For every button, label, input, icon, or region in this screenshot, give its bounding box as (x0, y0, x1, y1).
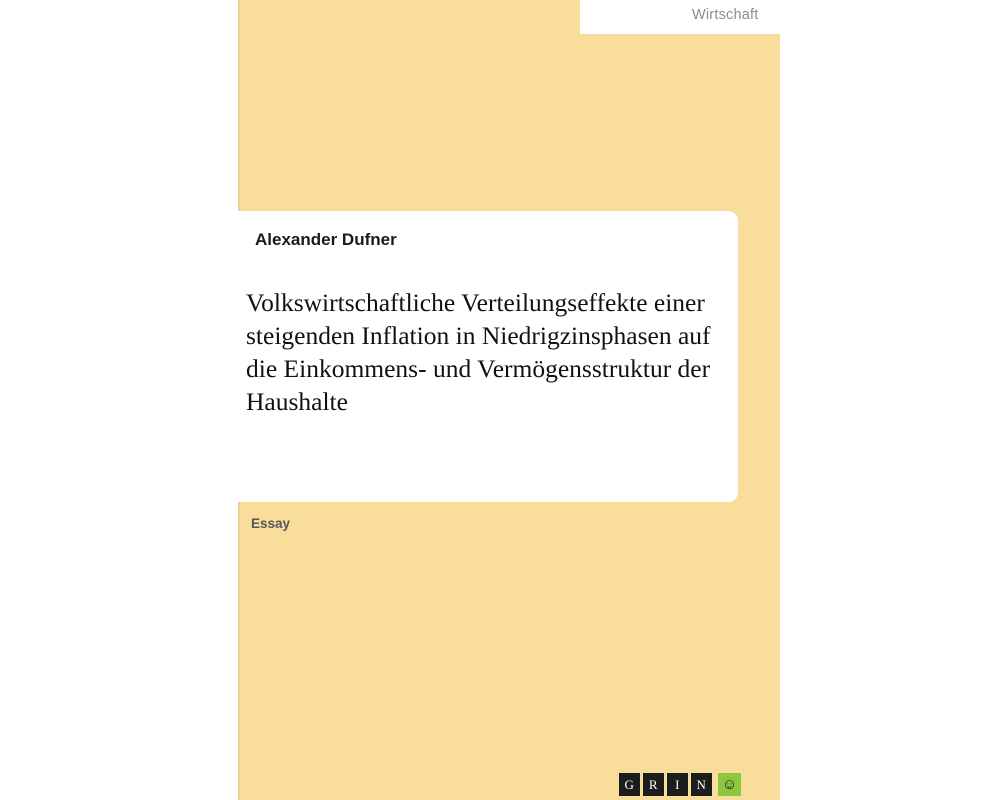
category-label: Wirtschaft (692, 7, 759, 23)
category-strip (580, 0, 1000, 34)
grin-logo (619, 773, 741, 796)
document-type-label: Essay (251, 516, 291, 531)
smiley-icon: ☺ (718, 773, 741, 796)
logo-letter-i: I (667, 773, 688, 796)
logo-letter-n: N (691, 773, 712, 796)
page-title: Volkswirtschaftliche Verteilungseffekte einer steigenden Inflation in Niedrigzinsphasen auf die Einkommens- und Vermögensstruktur der Haushalte (246, 288, 711, 416)
logo-letter-g: G (619, 773, 640, 796)
logo-letter-r: R (643, 773, 664, 796)
author-name: Alexander Dufner (255, 230, 397, 249)
